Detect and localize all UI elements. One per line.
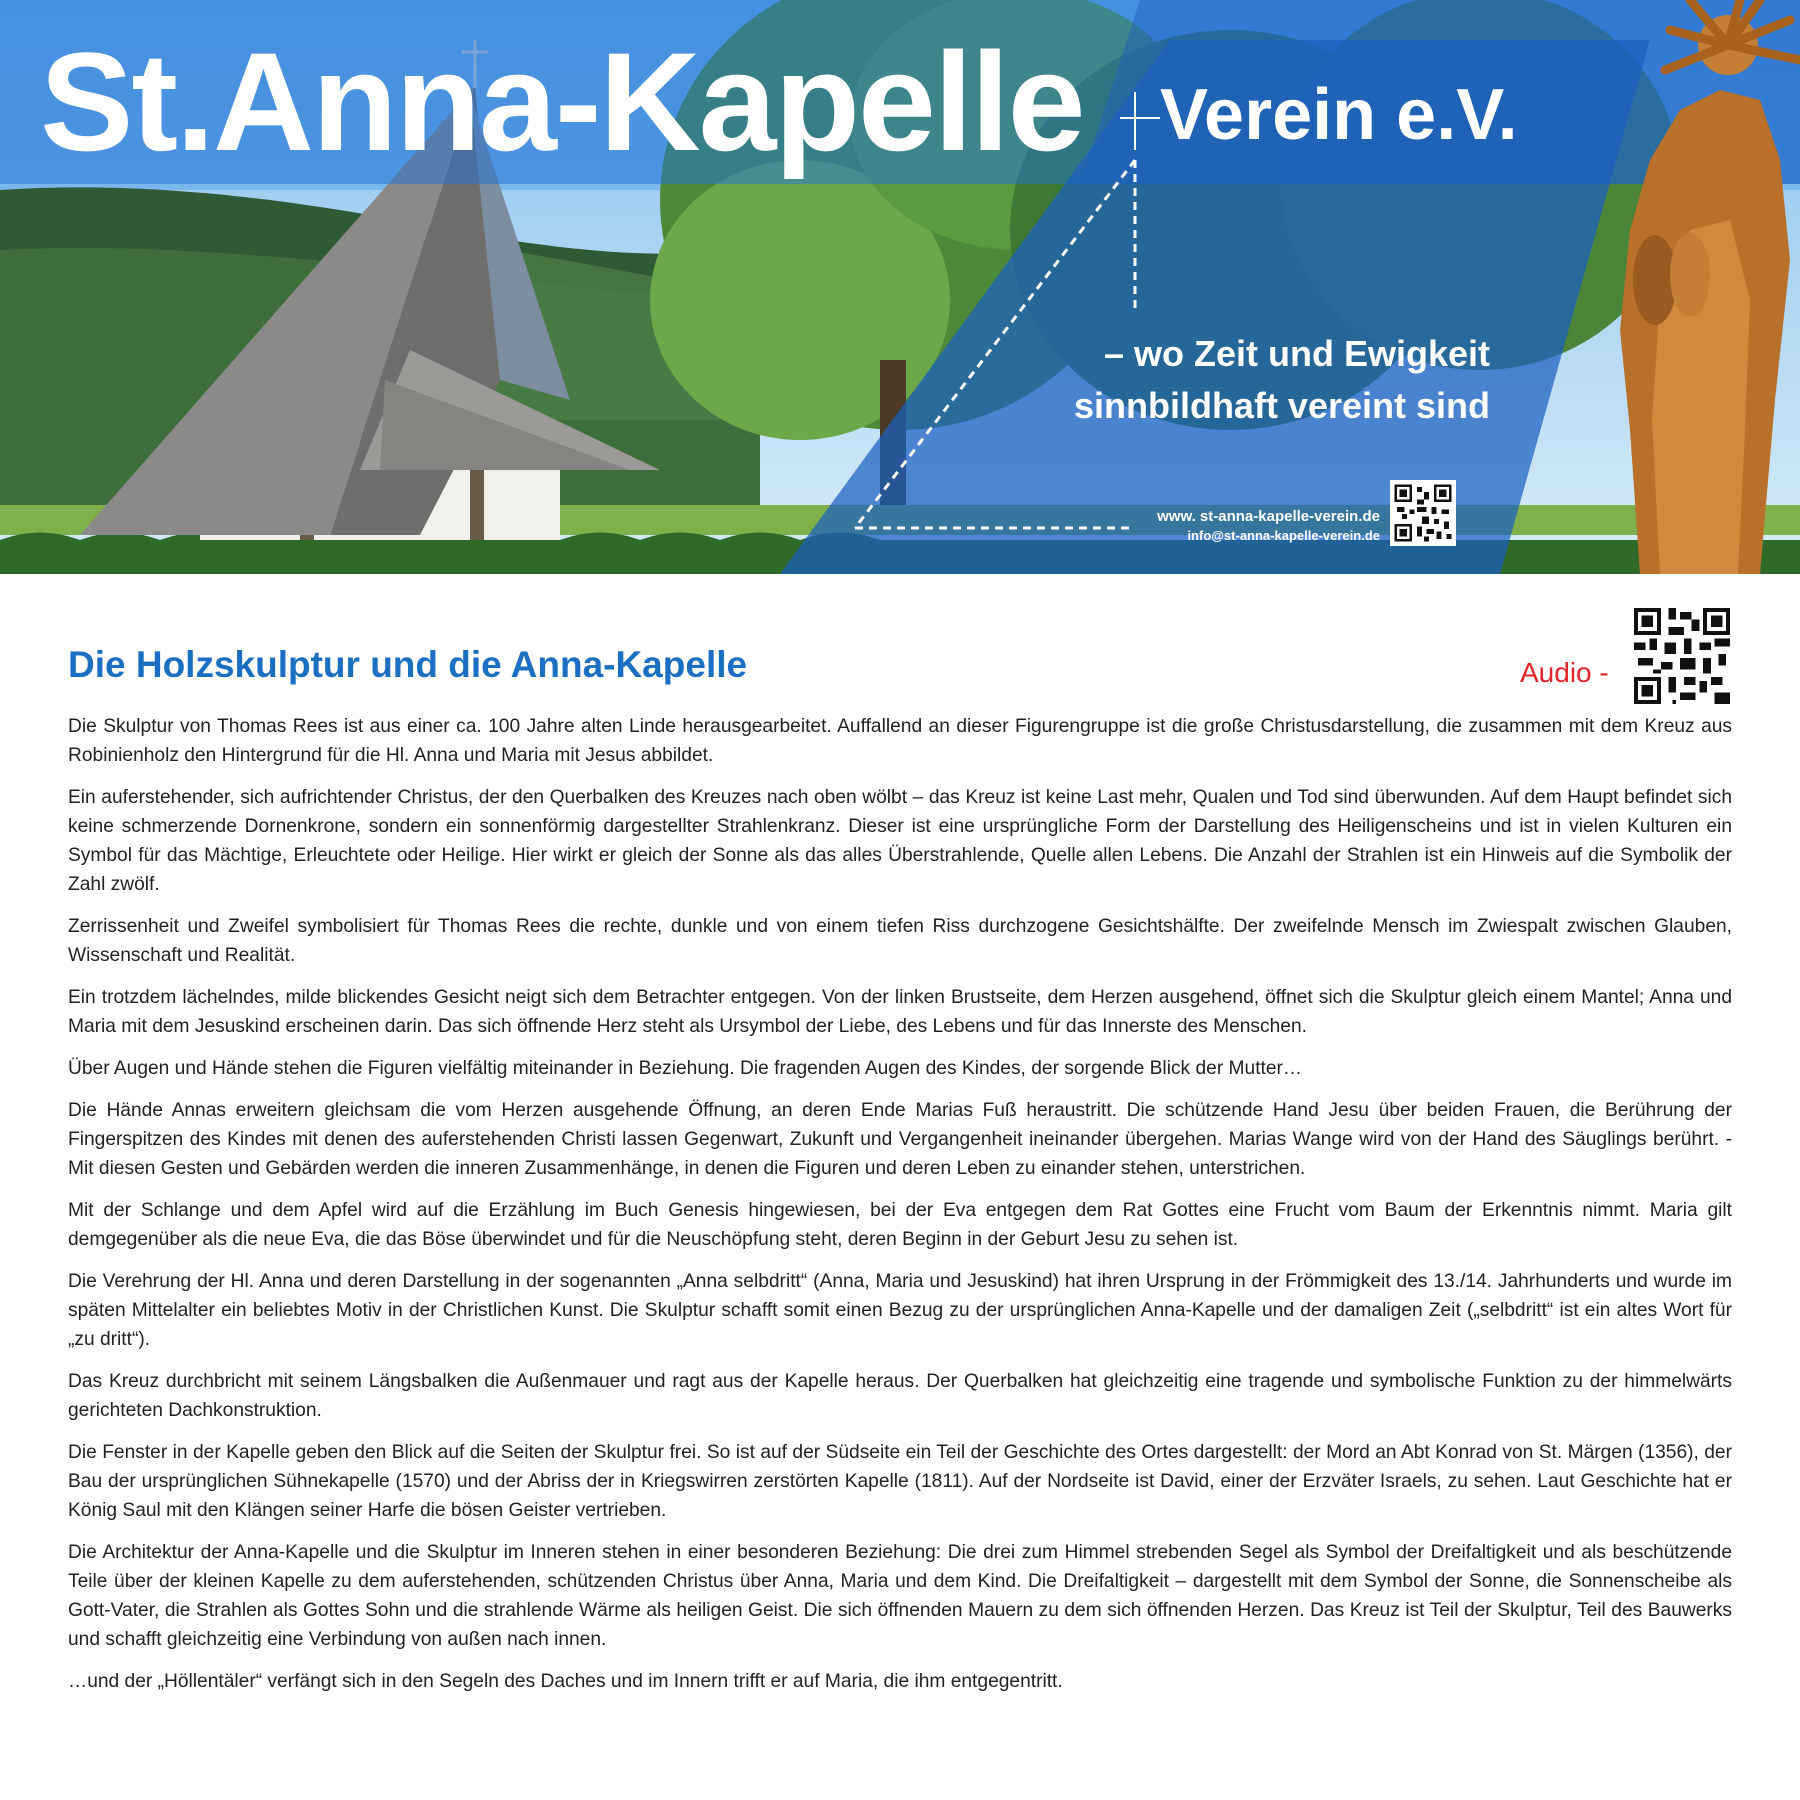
tagline-line-1: – wo Zeit und Ewigkeit (1103, 333, 1490, 374)
title-sub: Verein e.V. (1160, 75, 1518, 155)
paragraph: Zerrissenheit und Zweifel symbolisiert für Thomas Rees die rechte, dunkle und von einem tiefen Riss durchzogene Gesichtshälfte. Der zweifelnde Mensch im Zwiespalt zwischen Glauben, Wissenschaft und Realität. (68, 916, 1732, 966)
paragraph: Mit der Schlange und dem Apfel wird auf die Erzählung im Buch Genesis hingewiesen, bei der Eva entgegen dem Rat Gottes eine Frucht vom Baum der Erkenntnis nimmt. Maria gilt demgegenüber als die neue Eva, die das Böse überwindet und für die Neuschöpfung steht, deren Beginn in der Geburt Jesu zu sehen ist. (68, 1200, 1732, 1250)
paragraph: Die Architektur der Anna-Kapelle und die Skulptur im Inneren stehen in einer besonderen Beziehung: Die drei zum Himmel strebenden Segel als Symbol der Dreifaltigkeit und als beschützende Teile über der kleinen Kapelle zu dem auferstehenden, schützenden Christus über Anna, Maria und dem Kind. Die Dreifaltigkeit – dargestellt mit dem Symbol der Sonne, die Sonnenscheibe als Gott-Vater, die Strahlen als Gottes Sohn und die strahlende Wärme als heiligen Geist. Die sich öffnenden Mauern zu dem sich öffnenden Herzen. Das Kreuz ist Teil der Skulptur, Teil des Bauwerks und schafft gleichzeitig eine Verbindung von außen nach innen. (68, 1542, 1732, 1650)
paragraph: Die Verehrung der Hl. Anna und deren Darstellung in der sogenannten „Anna selbdritt“ (Anna, Maria und Jesuskind) hat ihren Ursprung in der Frömmigkeit des 13./14. Jahrhunderts und wurde im späten Mittelalter ein beliebtes Motiv in der Christlichen Kunst. Die Skulptur schafft somit einen Bezug zu der ursprünglichen Anna-Kapelle und der damaligen Zeit („selbdritt“ ist ein altes Wort für „zu dritt“). (68, 1271, 1732, 1350)
paragraph: …und der „Höllentäler“ verfängt sich in den Segeln des Daches und im Innern trifft er auf Maria, die ihm entgegentritt. (68, 1671, 1063, 1692)
paragraph: Das Kreuz durchbricht mit seinem Längsbalken die Außenmauer und ragt aus der Kapelle heraus. Der Querbalken hat gleichzeitig eine tragende und symbolische Funktion zu der himmelwärts gerichteten Dachkonstruktion. (68, 1371, 1732, 1421)
email-link[interactable]: info@st-anna-kapelle-verein.de (1187, 528, 1380, 543)
header-banner (0, 0, 1800, 574)
article-body (68, 712, 1732, 1709)
contact-info (1080, 506, 1380, 545)
audio-qr-code-icon[interactable] (1634, 608, 1730, 704)
article-title: Die Holzskulptur und die Anna-Kapelle (68, 644, 748, 685)
website-link[interactable]: www. st-anna-kapelle-verein.de (1157, 508, 1380, 525)
qr-code-icon[interactable] (1390, 480, 1456, 546)
title-main: St.Anna-Kapelle (40, 23, 1084, 180)
paragraph: Ein trotzdem lächelndes, milde blickendes Gesicht neigt sich dem Betrachter entgegen. Von der linken Brustseite, dem Herzen ausgehend, öffnet sich die Skulptur gleich einem Mantel; Anna und Maria mit dem Jesuskind erscheinen darin. Das sich öffnende Herz steht als Ursymbol der Liebe, des Lebens und für das Innerste des Menschen. (68, 987, 1732, 1037)
paragraph: Die Fenster in der Kapelle geben den Blick auf die Seiten der Skulptur frei. So ist auf der Südseite ein Teil der Geschichte des Ortes dargestellt: der Mord an Abt Konrad von St. Märgen (1356), der Bau der ursprünglichen Sühnekapelle (1570) und der Abriss der in Kriegswirren zerstörten Kapelle (1811). Auf der Nordseite ist David, einer der Erzväter Israels, zu sehen. Laut Geschichte hat er König Saul mit den Klängen seiner Harfe die bösen Geister vertrieben. (68, 1442, 1732, 1521)
paragraph: Über Augen und Hände stehen die Figuren vielfältig miteinander in Beziehung. Die fragenden Augen des Kindes, der sorgende Blick der Mutter… (68, 1058, 1303, 1079)
paragraph: Ein auferstehender, sich aufrichtender Christus, der den Querbalken des Kreuzes nach oben wölbt – das Kreuz ist keine Last mehr, Qualen und Tod sind überwunden. Auf dem Haupt befindet sich keine schmerzende Dornenkrone, sondern ein sonnenförmig dargestellter Strahlenkranz. Dieser ist eine ursprüngliche Form der Darstellung des Heiligenscheins und ist in vielen Kulturen ein Symbol für das Mächtige, Erleuchtete oder Heilige. Hier wirkt er gleich der Sonne als das alles Überstrahlende, Quelle allen Lebens. Die Anzahl der Strahlen ist ein Hinweis auf die Symbolik der Zahl zwölf. (68, 787, 1732, 895)
tagline (980, 328, 1490, 432)
paragraph: Die Hände Annas erweitern gleichsam die vom Herzen ausgehende Öffnung, an deren Ende Marias Fuß heraustritt. Die schützende Hand Jesu über beiden Frauen, die Berührung der Fingerspitzen des Kindes mit denen des auferstehenden Christi lassen Gegenwart, Zukunft und Vergangenheit ineinander übergehen. Marias Wange wird von der Hand des Säuglings berührt. - Mit diesen Gesten und Gebärden werden die inneren Zusammenhänge, in denen die Figuren und deren Leben zu einander stehen, unterstrichen. (68, 1100, 1732, 1179)
audio-label[interactable]: Audio - (1520, 657, 1609, 688)
tagline-line-2: sinnbildhaft vereint sind (1073, 385, 1490, 427)
paragraph: Die Skulptur von Thomas Rees ist aus einer ca. 100 Jahre alten Linde herausgearbeitet. Auffallend an dieser Figurengruppe ist die große Christusdarstellung, die zusammen mit dem Kreuz aus Robinienholz den Hintergrund für die Hl. Anna und Maria mit Jesus abbildet. (68, 716, 1732, 766)
